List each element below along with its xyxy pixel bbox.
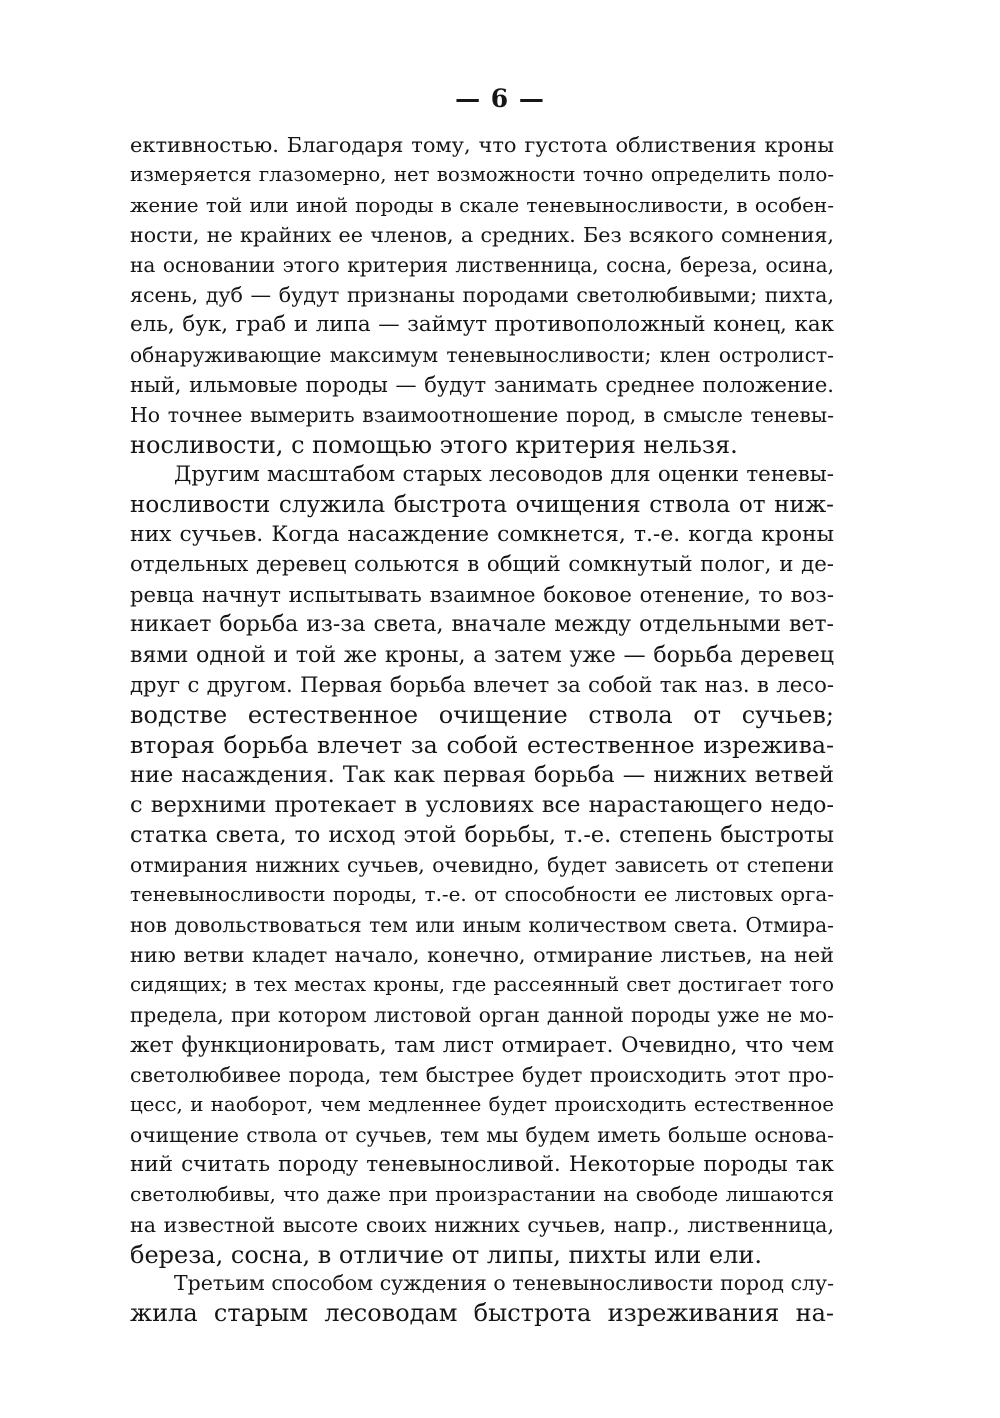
text-line: на известной высоте своих нижних сучьев, напр., лиственница, [130,1213,834,1237]
text-line: водстве естественное очищение ствола от сучьев; [130,701,834,729]
text-line: очищение ствола от сучьев, тем мы будем иметь больше основа- [130,1123,834,1147]
text-line: никает борьба из-за света, вначале между отдельными вет- [130,612,834,637]
text-line: ревца начнут испытывать взаимное боковое отенение, то воз- [130,582,834,607]
text-line: береза, сосна, в отличие от липы, пихты или ели. [130,1241,763,1269]
text-line: светолюбивее порода, тем быстрее будет происходить этот про- [130,1063,834,1087]
text-line: Третьим способом суждения о теневыносливости пород слу- [174,1271,834,1295]
text-line: вторая борьба влечет за собой естественное изрежива- [130,731,834,759]
text-line: жение той или иной породы в скале теневыносливости, в особен- [130,193,834,217]
text-line: отмирания нижних сучьев, очевидно, будет зависеть от степени [130,853,834,877]
text-line: нов довольствоваться тем или иным количеством света. Отмира- [130,913,834,937]
paragraph-1 [130,130,834,460]
text-line: нию ветви кладет начало, конечно, отмирание листьев, на ней [130,943,834,967]
text-line: ясень, дуб — будут признаны породами светолюбивыми; пихта, [130,283,834,307]
text-line: обнаруживающие максимум теневыносливости; клен остролист- [130,343,834,367]
text-line: Другим масштабом старых лесоводов для оценки теневы- [174,462,834,487]
paragraph-2 [130,460,834,1270]
paragraph-3 [130,1268,834,1328]
text-line: жила старым лесоводам быстрота изреживания на- [130,1299,834,1327]
text-line: друг с другом. Первая борьба влечет за собой так наз. в лесо- [130,672,834,697]
text-line: отдельных деревец сольются в общий сомкнутый полог, и де- [130,552,834,577]
text-line: ективностью. Благодаря тому, что густота облиствения кроны [130,133,834,157]
text-line: на основании этого критерия лиственница, сосна, береза, осина, [130,253,834,277]
text-line: цесс, и наоборот, чем медленнее будет происходить естественное [130,1093,834,1116]
text-line: светолюбивы, что даже при произрастании на свободе лишаются [130,1183,834,1206]
text-line: ние насаждения. Так как первая борьба — нижних ветвей [130,762,834,788]
text-line: с верхними протекает в условиях все нарастающего недо- [130,792,834,818]
text-line: ний считать породу теневыносливой. Некоторые породы так [130,1152,834,1177]
text-line: вями одной и той же кроны, а затем уже — борьба деревец [130,642,834,668]
text-line: жет функционировать, там лист отмирает. Очевидно, что чем [130,1032,834,1057]
page-number: — 6 — [455,84,545,113]
text-line: носливости, с помощью этого критерия нельзя. [130,431,738,459]
text-line: измеряется глазомерно, нет возможности точно определить поло- [130,163,834,186]
text-line: ности, не крайних ее членов, а средних. Без всякого сомнения, [130,223,834,247]
text-line: предела, при котором листовой орган данной породы уже не мо- [130,1003,834,1027]
text-line: теневыносливости породы, т.-е. от способности ее листовых орга- [130,883,834,906]
text-line: носливости служила быстрота очищения ствола от ниж- [130,492,834,518]
text-line: ель, бук, граб и липа — займут противоположный конец, как [130,312,834,337]
text-line: Но точнее вымерить взаимоотношение пород, в смысле теневы- [130,403,834,427]
text-line: ный, ильмовые породы — будут занимать среднее положение. [130,372,834,397]
text-line: сидящих; в тех местах кроны, где рассеянный свет достигает того [130,973,834,996]
text-line: статка света, то исход этой борьбы, т.-е. степень быстроты [130,822,834,848]
text-line: них сучьев. Когда насаждение сомкнется, т.-е. когда кроны [130,522,834,547]
